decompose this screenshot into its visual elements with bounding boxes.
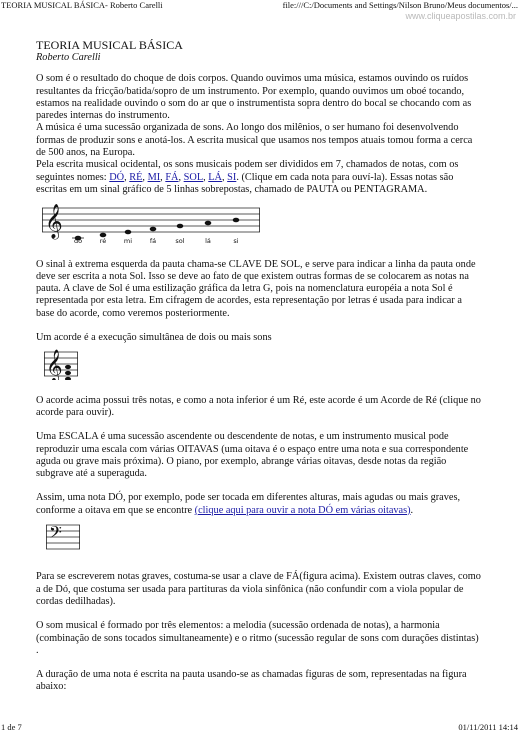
notes-outro-text: . (Clique em cada nota para ouví-la). Essas notas são escritas em um sinal gráfico de 5 linhas sobrepostas, chamado de PAUTA ou PENTAGRAMA. [36, 171, 454, 195]
chord-note-la [65, 365, 71, 369]
paragraph-elements: O som musical é formado por três elementos: a melodia (sucessão ordenada de notas), a harmonia (combinação de sons tocados simultaneamente) e o ritmo (sucessão regular de sons com durações distintas) . [36, 620, 479, 656]
staff-label-re: ré [99, 237, 107, 245]
staff-label-la: lá [205, 237, 211, 245]
note-link-si[interactable]: SI [227, 171, 237, 183]
note-mi-head [125, 230, 132, 235]
page-number: 1 de 7 [1, 722, 22, 732]
note-link-fa[interactable]: FÁ [165, 171, 179, 183]
treble-clef-icon: 𝄞 [45, 204, 63, 240]
note-link-la[interactable]: LÁ [208, 171, 222, 183]
treble-staff-svg [42, 204, 262, 244]
staff-label-do: dó [73, 237, 83, 245]
print-footer [0, 722, 520, 734]
staff-label-fa: fá [149, 237, 157, 245]
bass-staff-svg [46, 519, 82, 555]
bass-clef-icon: 𝄢 [49, 522, 62, 547]
staff-label-mi: mi [123, 237, 133, 245]
paragraph-sound: O som é o resultado do choque de dois corpos. Quando ouvimos uma música, estamos ouvindo os ruídos resultantes da fricção/batida/sopro de um instrumento. Por exemplo, quando ouvimos um oboé tocando, estamos na realidade ouvindo o som do ar que o instrumentista sopra dentro do bocal se chocando com as paredes internas do instrumento. [36, 73, 472, 122]
note-link-do[interactable]: DÓ [109, 171, 125, 183]
octaves-link[interactable]: (clique aqui para ouvir a nota DÓ em várias oitavas) [194, 504, 411, 516]
note-sol-head [177, 224, 184, 229]
chord-staff-svg [44, 348, 80, 380]
note-link-sol[interactable]: SOL [183, 171, 204, 183]
document-body [36, 38, 482, 694]
paragraph-treble-clef: O sinal à extrema esquerda da pauta chama-se CLAVE DE SOL, e serve para indicar a linha da pauta onde deve ser escrita a nota Sol. Isso se deve ao fato de que existem outras formas de se colocarem as notas na pauta. A clave de Sol é uma estilização gráfica da letra G, pois na nomenclatura européia a nota Sol é representada por esta letra. Em cifragem de acordes, esta representação por letras é usada para indicar a base do acorde, como veremos posteriormente. [36, 258, 476, 319]
chord-staff-figure[interactable] [44, 348, 482, 384]
header-url: file:///C:/Documents and Settings/Nilson Bruno/Meus documentos/... [282, 0, 518, 10]
staff-label-si: si [233, 237, 239, 245]
note-la-head [205, 221, 212, 226]
note-fa-head [150, 227, 157, 232]
note-link-mi[interactable]: MI [147, 171, 161, 183]
notes-intro-text: Pela escrita musical ocidental, os sons musicais podem ser divididos em 7, chamados de notas, com os seguintes nomes: [36, 159, 459, 183]
treble-staff-figure[interactable] [42, 204, 482, 248]
page-title: TEORIA MUSICAL BÁSICA [36, 38, 183, 52]
chord-note-fa [65, 371, 71, 375]
header-title: TEORIA MUSICAL BÁSICA- Roberto Carelli [1, 0, 163, 10]
chord-note-re [65, 377, 71, 380]
staff-label-sol: sol [175, 237, 185, 245]
octaves-text: Assim, uma nota DÓ, por exemplo, pode ser tocada em diferentes alturas, mais agudas ou mais graves, conforme a oitava em que se encontre [36, 492, 461, 516]
bass-staff-figure [46, 519, 482, 559]
paragraph-chord-desc: O acorde acima possui três notas, e como a nota inferior é um Ré, este acorde é um Acorde de Ré (clique no acorde para ouvir). [36, 394, 481, 418]
paragraph-duration: A duração de uma nota é escrita na pauta usando-se as chamadas figuras de som, representadas na figura abaixo: [36, 669, 467, 693]
print-date: 01/11/2011 14:14 [458, 722, 518, 732]
author-name: Roberto Carelli [36, 52, 101, 63]
paragraph-chord: Um acorde é a execução simultânea de dois ou mais sons [36, 332, 272, 344]
paragraph-music: A música é uma sucessão organizada de sons. Ao longo dos milênios, o ser humano foi desenvolvendo formas de produzir sons e anotá-los. A escrita musical que usamos nos tempos atuais tomou forma a cerca de 500 anos, na Europa. [36, 122, 473, 159]
note-link-re[interactable]: RÉ [129, 171, 143, 183]
paragraph-octaves: Assim, uma nota DÓ, por exemplo, pode ser tocada em diferentes alturas, mais agudas ou mais graves, conforme a oitava em que se encontre (clique aqui para ouvir a nota DÓ em várias oitavas). [36, 492, 461, 516]
paragraph-scale: Uma ESCALA é uma sucessão ascendente ou descendente de notas, e um instrumento musical pode reproduzir uma escala com várias OITAVAS (uma oitava é o espaço entre uma nota e sua correspondente aguda ou grave mais próxima). O piano, por exemplo, abrange várias oitavas, desde notas da região subgrave até a superaguda. [36, 431, 469, 480]
paragraph-bass-clef: Para se escreverem notas graves, costuma-se usar a clave de FÁ(figura acima). Existem outras claves, como a de Dó, que costuma ser usada para partituras da viola sinfônica (não confundir com a viola popular de cordas dedilhadas). [36, 571, 481, 607]
watermark: www.cliqueapostilas.com.br [405, 11, 516, 21]
treble-clef-icon: 𝄞 [46, 349, 63, 381]
paragraph-notes: Pela escrita musical ocidental, os sons musicais podem ser divididos em 7, chamados de notas, com os seguintes nomes: DÓ, RÉ, MI, FÁ, SOL, LÁ, SI. (Clique em cada nota para ouví-la). Essas notas são escritas em um sinal gráfico de 5 linhas sobrepostas, chamado de PAUTA ou PENTAGRAMA. [36, 159, 459, 195]
note-si-head [233, 218, 240, 223]
